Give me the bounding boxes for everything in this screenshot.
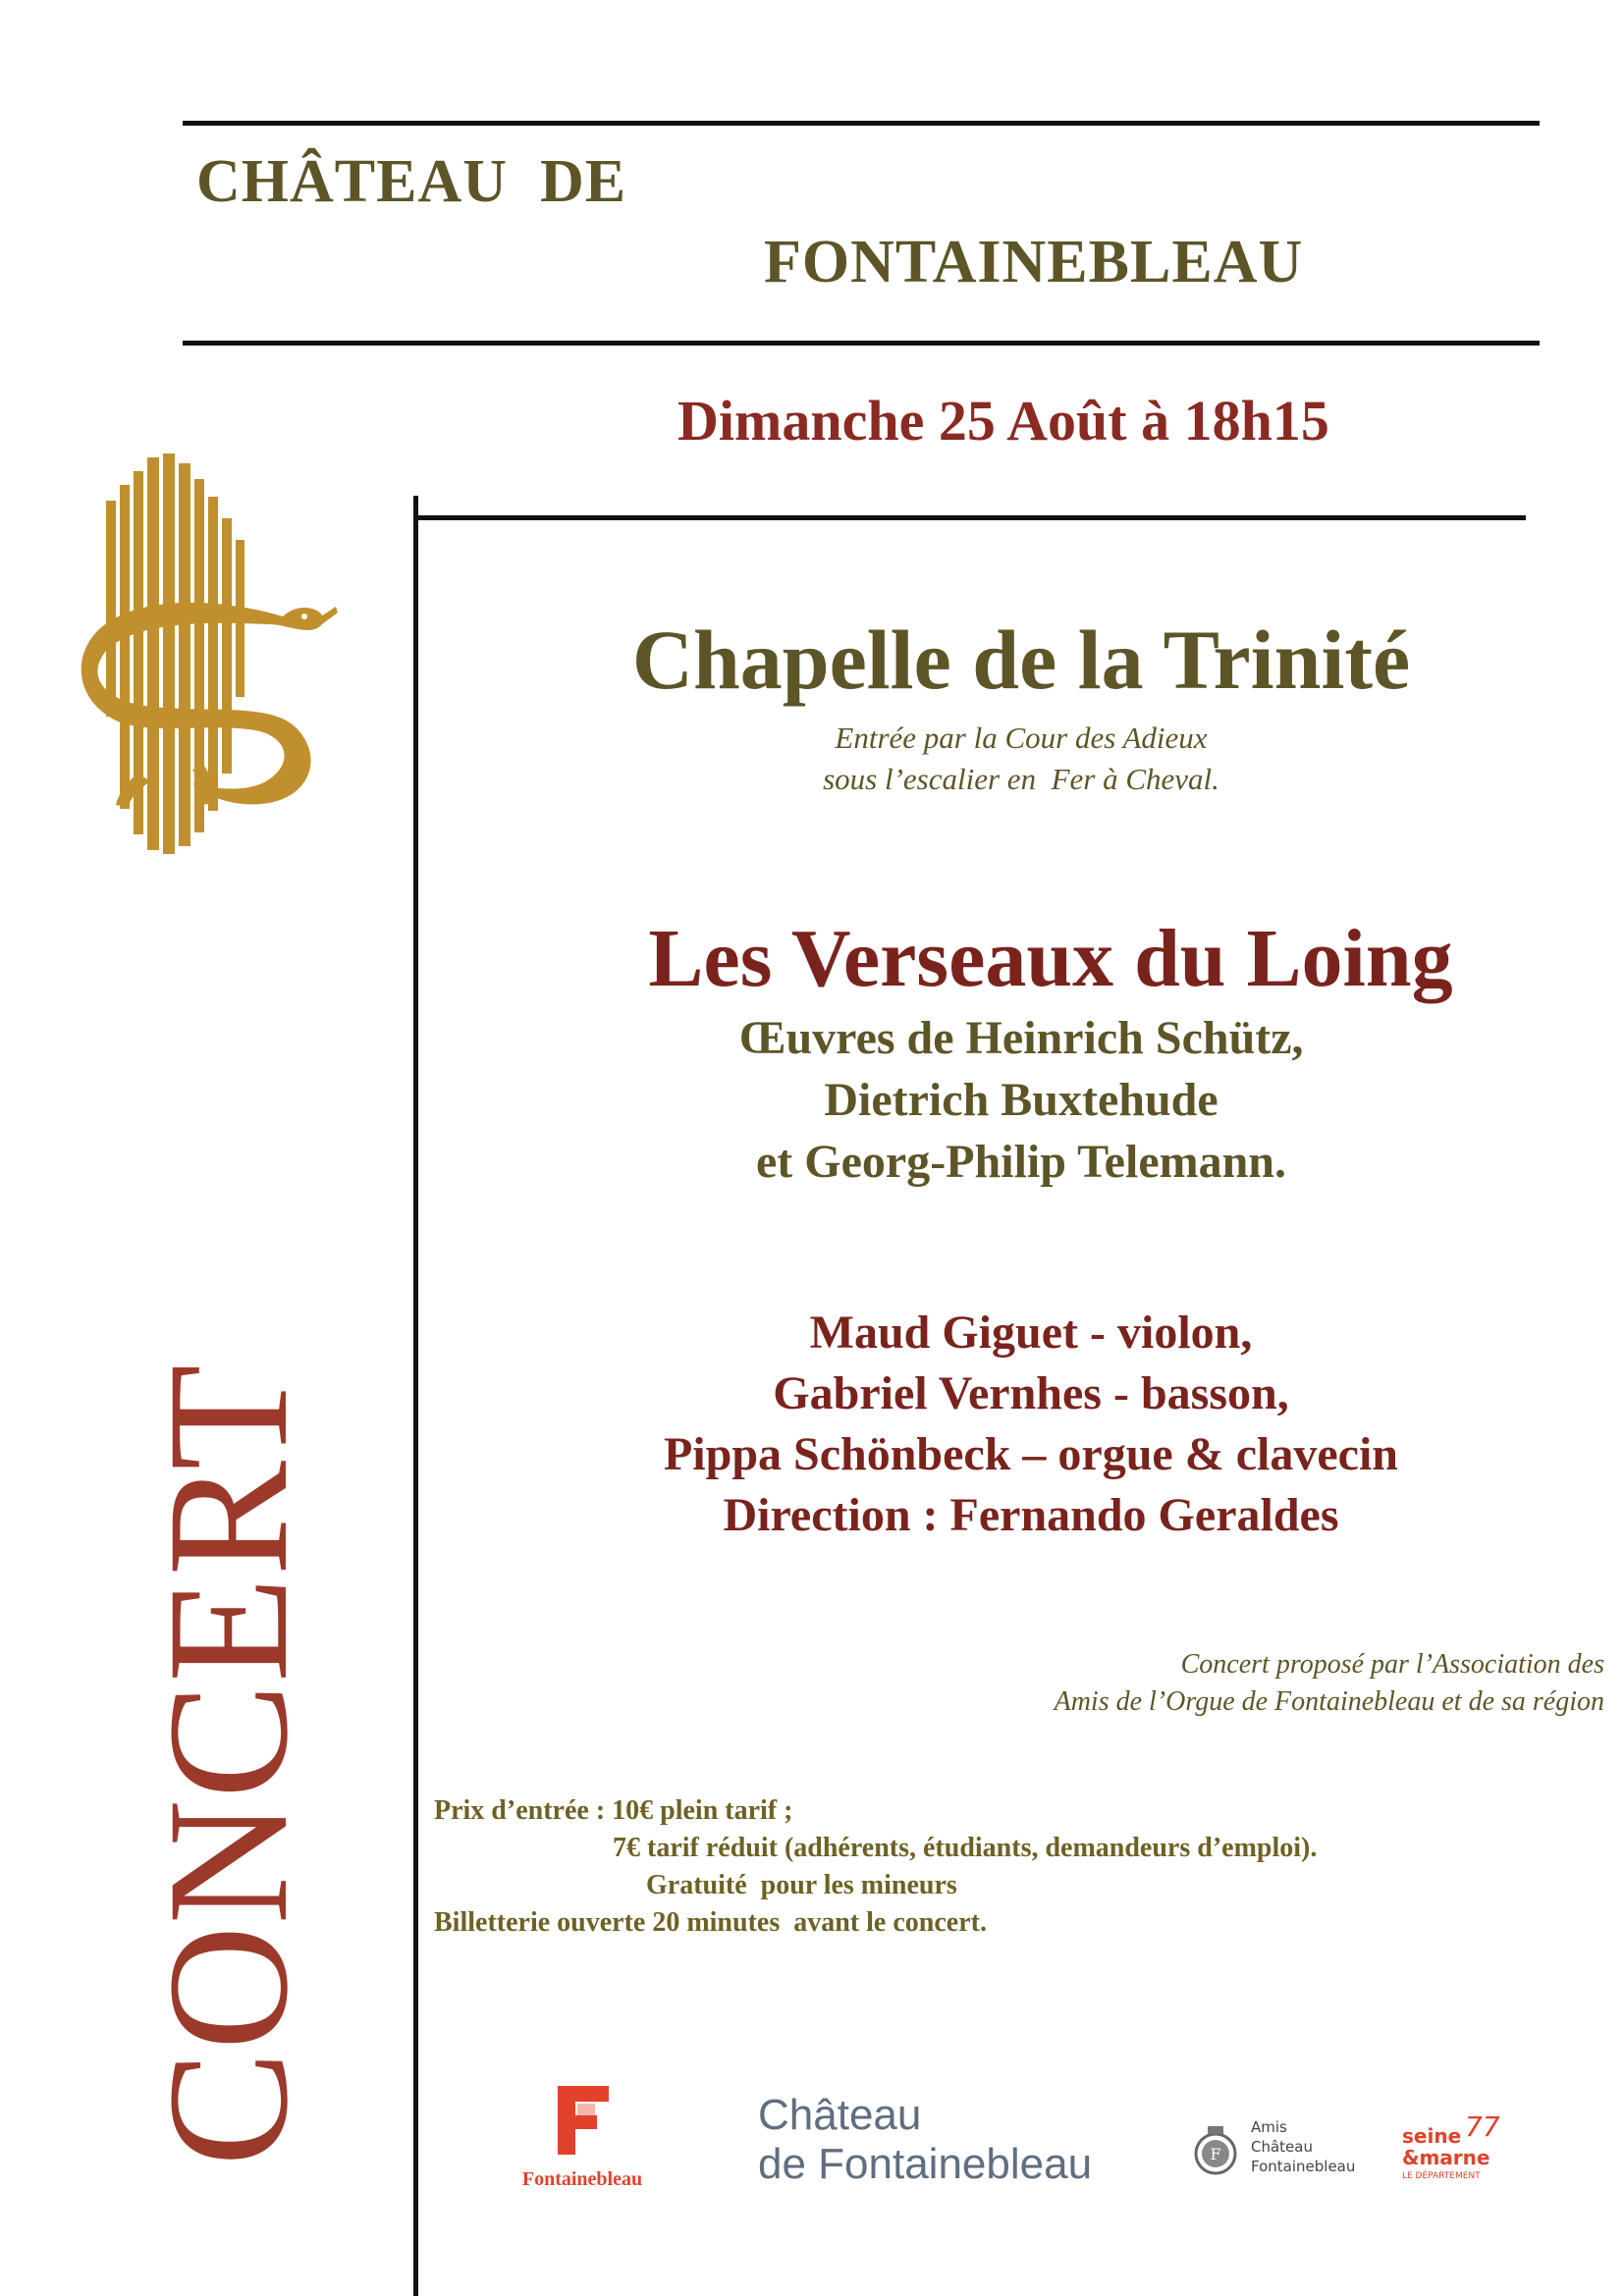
venue-name: Chapelle de la Trinité [631, 613, 1411, 707]
performer-line-2: Gabriel Vernhes - basson, [773, 1367, 1289, 1419]
performer-line-4: Direction : Fernando Geraldes [723, 1489, 1339, 1541]
fontainebleau-city-logo [499, 2086, 666, 2194]
pricing-line3: Gratuité pour les mineurs [646, 1870, 957, 1900]
seine-logo-line3: LE DÉPARTEMENT [1402, 2171, 1481, 2181]
venue-access-line2: sous l’escalier en Fer à Cheval. [823, 762, 1219, 796]
event-date: Dimanche 25 Août à 18h15 [677, 389, 1329, 453]
venue-access-line1: Entrée par la Cour des Adieux [835, 721, 1208, 755]
svg-text:F: F [1210, 2145, 1221, 2163]
content-top-rule [413, 515, 1526, 520]
salamander-emblem-logo [77, 450, 342, 893]
content-left-rule [413, 496, 418, 2296]
chateau-fontainebleau-logo [758, 2091, 1170, 2199]
performer-line-3: Pippa Schönbeck – orgue & clavecin [663, 1428, 1398, 1480]
ensemble-name: Les Verseaux du Loing [648, 913, 1453, 1004]
chateau-logo-line1: Château [758, 2091, 922, 2139]
performer-line-1: Maud Giguet - violon, [809, 1307, 1253, 1359]
pricing-line1: Prix d’entrée : 10€ plein tarif ; [434, 1795, 793, 1826]
works-line-2: Dietrich Buxtehude [824, 1074, 1218, 1126]
header-title-line1: CHÂTEAU DE [196, 148, 627, 215]
pricing-line2: 7€ tarif réduit (adhérents, étudiants, demandeurs d’emploi). [613, 1833, 1318, 1863]
seine-logo-line2: &marne [1402, 2146, 1490, 2169]
amis-logo-line2: Château [1251, 2138, 1313, 2156]
seine-et-marne-logo [1402, 2110, 1549, 2189]
amis-logo-line3: Fontainebleau [1251, 2158, 1356, 2175]
header-top-rule [183, 121, 1540, 126]
amis-logo-line1: Amis [1251, 2118, 1287, 2136]
organizer-line1: Concert proposé par l’Association des [1180, 1649, 1604, 1680]
works-line-1: Œuvres de Heinrich Schütz, [738, 1012, 1304, 1064]
amis-chateau-logo [1194, 2118, 1371, 2197]
organizer-line2: Amis de l’Orgue de Fontainebleau et de sa région [1054, 1686, 1604, 1717]
pricing-line4: Billetterie ouverte 20 minutes avant le concert. [434, 1907, 987, 1938]
chateau-logo-line2: de Fontainebleau [758, 2140, 1093, 2188]
fontainebleau-logo-label: Fontainebleau [521, 2168, 643, 2190]
seine-logo-line1: seine [1402, 2124, 1462, 2148]
works-line-3: et Georg-Philip Telemann. [756, 1136, 1286, 1188]
header-title-line2: FONTAINEBLEAU [764, 229, 1304, 295]
seine-logo-number: 77 [1465, 2110, 1500, 2143]
amis-emblem-icon [1194, 2124, 1237, 2177]
header-bottom-rule [183, 341, 1540, 346]
fontainebleau-f-icon [554, 2086, 613, 2155]
